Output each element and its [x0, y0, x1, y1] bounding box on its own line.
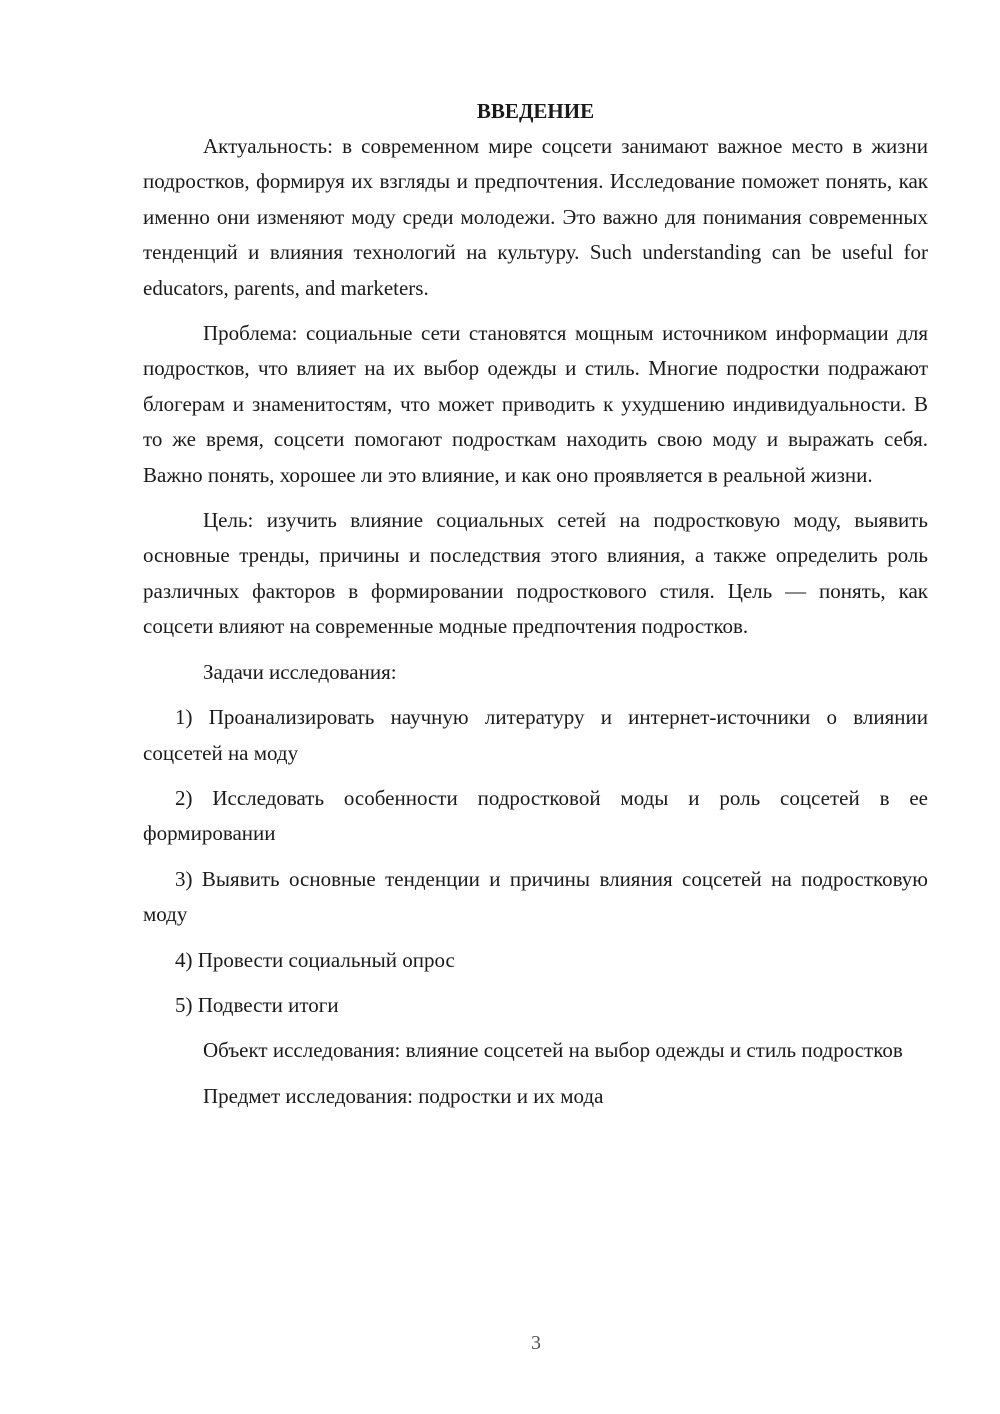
problem-paragraph: Проблема: социальные сети становятся мощным источником информации для подростков, что влияет на их выбор одежды и стиль. Многие подростки подражают блогерам и знаменитостям, что может приводить к ухудшению индивидуальности. В то же время, соцсети помогают подросткам находить свою моду и выражать себя. Важно понять, хорошее ли это влияние, и как оно проявляется в реальной жизни.	[143, 321, 928, 487]
document-page	[143, 96, 928, 1114]
object-paragraph: Объект исследования: влияние соцсетей на выбор одежды и стиль подростков	[203, 1038, 903, 1063]
page-number: 3	[531, 1332, 541, 1354]
subject-paragraph: Предмет исследования: подростки и их мода	[203, 1083, 604, 1108]
section-heading: ВВЕДЕНИЕ	[476, 99, 595, 123]
task-item: 2) Исследовать особенности подростковой моды и роль соцсетей в ее формировании	[143, 785, 928, 846]
task-item: 4) Провести социальный опрос	[175, 947, 455, 972]
task-item: 3) Выявить основные тенденции и причины влияния соцсетей на подростковую моду	[143, 866, 928, 927]
tasks-list	[143, 700, 928, 1023]
tasks-intro: Задачи исследования:	[203, 659, 397, 684]
relevance-paragraph: Актуальность: в современном мире соцсети занимают важное место в жизни подростков, формируя их взгляды и предпочтения. Исследование поможет понять, как именно они изменяют моду среди молодежи. Это важно для понимания современных тенденций и влияния технологий на культуру. Such understanding can be useful for educators, parents, and marketers.	[143, 134, 928, 300]
task-item: 1) Проанализировать научную литературу и интернет-источники о влиянии соцсетей на моду	[143, 705, 928, 765]
goal-paragraph: Цель: изучить влияние социальных сетей на подростковую моду, выявить основные тренды, причины и последствия этого влияния, а также определить роль различных факторов в формировании подросткового стиля. Цель — понять, как соцсети влияют на современные модные предпочтения подростков.	[143, 508, 928, 639]
task-item: 5) Подвести итоги	[175, 992, 339, 1017]
